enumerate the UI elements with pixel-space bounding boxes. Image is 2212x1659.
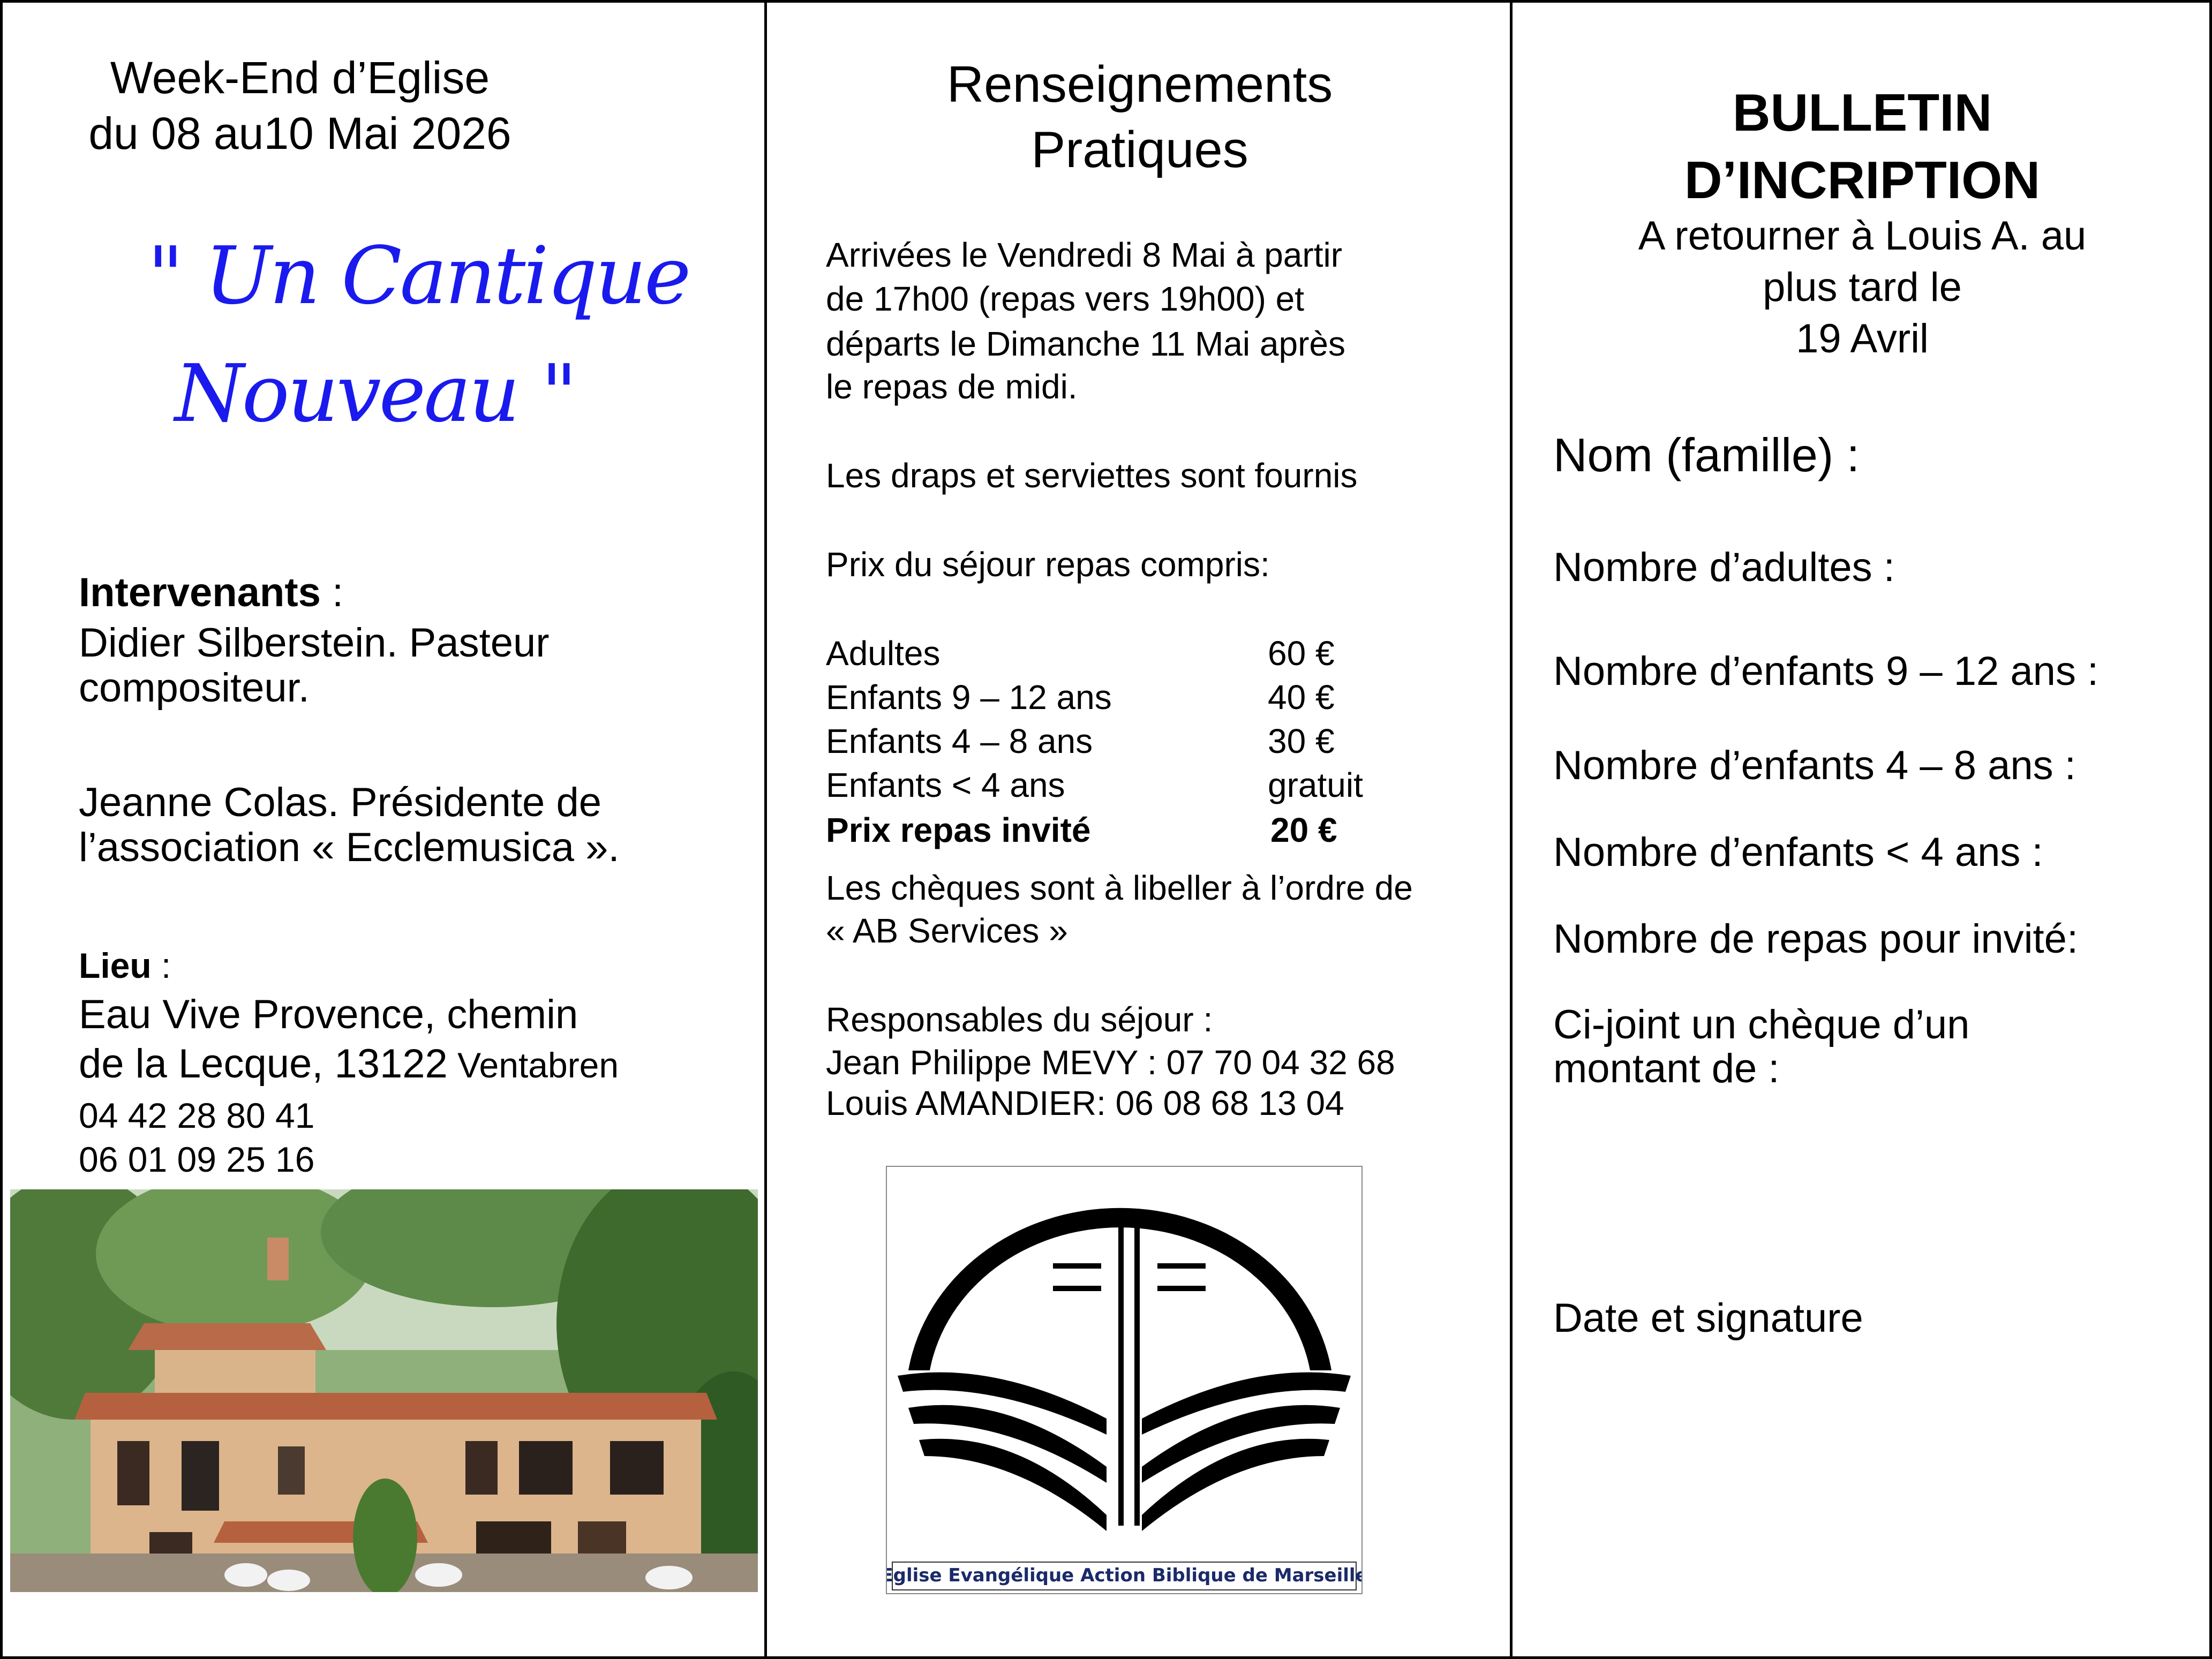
price-value-children-9-12: 40 €: [1268, 678, 1335, 717]
event-title: [3, 50, 597, 161]
field-guest-meals[interactable]: Nombre de repas pour invité:: [1553, 916, 2079, 962]
price-label-guest-meal: Prix repas invité: [826, 811, 1091, 849]
speakers-heading: [79, 570, 343, 615]
speaker1-line2: compositeur.: [79, 665, 310, 711]
return-line2: plus tard le: [1763, 265, 1962, 310]
return-line1: A retourner à Louis A. au: [1638, 213, 2087, 259]
logo-caption: Eglise Evangélique Action Biblique de Marseille: [887, 1565, 1361, 1586]
price-intro: Prix du séjour repas compris:: [826, 545, 1270, 584]
speaker2-line2: l’association « Ecclemusica ».: [79, 825, 620, 870]
right-panel: [1513, 0, 2212, 1659]
event-title-line1: Week-End d’Eglise: [110, 52, 490, 103]
event-title-line2: du 08 au10 Mai 2026: [88, 108, 511, 159]
theme-title: [147, 217, 689, 453]
address-city: Ventabren: [447, 1045, 619, 1085]
info-title-line1: Renseignements: [946, 56, 1333, 113]
field-family-name[interactable]: Nom (famille) :: [1553, 428, 1860, 481]
manager-2: Louis AMANDIER: 06 08 68 13 04: [826, 1084, 1344, 1122]
field-cheque-line2[interactable]: montant de :: [1553, 1046, 1780, 1091]
info-title-line2: Pratiques: [1031, 121, 1248, 178]
return-instructions: [1513, 210, 2212, 365]
speaker1-line1: Didier Silberstein. Pasteur: [79, 620, 550, 666]
price-label-adults: Adultes: [826, 634, 941, 673]
registration-title-line1: BULLETIN: [1732, 83, 1992, 142]
field-cheque-line1[interactable]: Ci-joint un chèque d’un: [1553, 1002, 1970, 1047]
price-value-children-under-4: gratuit: [1268, 766, 1363, 804]
field-date-signature[interactable]: Date et signature: [1553, 1295, 1863, 1341]
place-heading: [79, 943, 171, 988]
arrival-line2: de 17h00 (repas vers 19h00) et: [826, 280, 1305, 318]
price-value-adults: 60 €: [1268, 634, 1335, 673]
place-label: Lieu: [79, 946, 152, 985]
price-value-children-4-8: 30 €: [1268, 722, 1335, 760]
theme-line2: Nouveau ": [175, 348, 575, 440]
address-street: de la Lecque, 13122: [79, 1041, 448, 1087]
place-colon: :: [151, 946, 171, 985]
address-line1: Eau Vive Provence, chemin: [79, 992, 578, 1037]
arrival-line4: le repas de midi.: [826, 367, 1078, 406]
church-logo: [886, 1166, 1363, 1594]
field-adults-count[interactable]: Nombre d’adultes :: [1553, 545, 1895, 590]
arrival-line1: Arrivées le Vendredi 8 Mai à partir: [826, 236, 1342, 274]
left-panel: [0, 0, 767, 1659]
theme-line1: " Un Cantique: [147, 230, 689, 322]
price-label-children-4-8: Enfants 4 – 8 ans: [826, 722, 1093, 760]
venue-photo: [10, 1189, 758, 1592]
info-title: [767, 52, 1513, 183]
registration-title-line2: D’INCRIPTION: [1684, 150, 2041, 209]
cheque-line1: Les chèques sont à libeller à l’ordre de: [826, 869, 1413, 907]
speakers-colon: :: [320, 570, 344, 615]
manager-1: Jean Philippe MEVY : 07 70 04 32 68: [826, 1043, 1395, 1082]
price-label-children-under-4: Enfants < 4 ans: [826, 766, 1065, 804]
price-label-children-9-12: Enfants 9 – 12 ans: [826, 678, 1112, 717]
cheque-line2: « AB Services »: [826, 911, 1068, 950]
linen-info: Les draps et serviettes sont fournis: [826, 456, 1358, 495]
speakers-label: Intervenants: [79, 570, 321, 615]
field-children-4-8-count[interactable]: Nombre d’enfants 4 – 8 ans :: [1553, 743, 2076, 788]
speaker2-line1: Jeanne Colas. Présidente de: [79, 780, 601, 825]
address-line2: [79, 1042, 619, 1088]
phone-1: 04 42 28 80 41: [79, 1096, 315, 1135]
field-children-9-12-count[interactable]: Nombre d’enfants 9 – 12 ans :: [1553, 648, 2099, 694]
price-value-guest-meal: 20 €: [1270, 811, 1337, 849]
return-line3: 19 Avril: [1796, 316, 1929, 361]
field-children-under-4-count[interactable]: Nombre d’enfants < 4 ans :: [1553, 830, 2043, 875]
phone-2: 06 01 09 25 16: [79, 1140, 315, 1179]
managers-label: Responsables du séjour :: [826, 1000, 1213, 1039]
middle-panel: [767, 0, 1513, 1659]
arrival-line3: départs le Dimanche 11 Mai après: [826, 325, 1345, 363]
registration-title: [1513, 79, 2212, 214]
